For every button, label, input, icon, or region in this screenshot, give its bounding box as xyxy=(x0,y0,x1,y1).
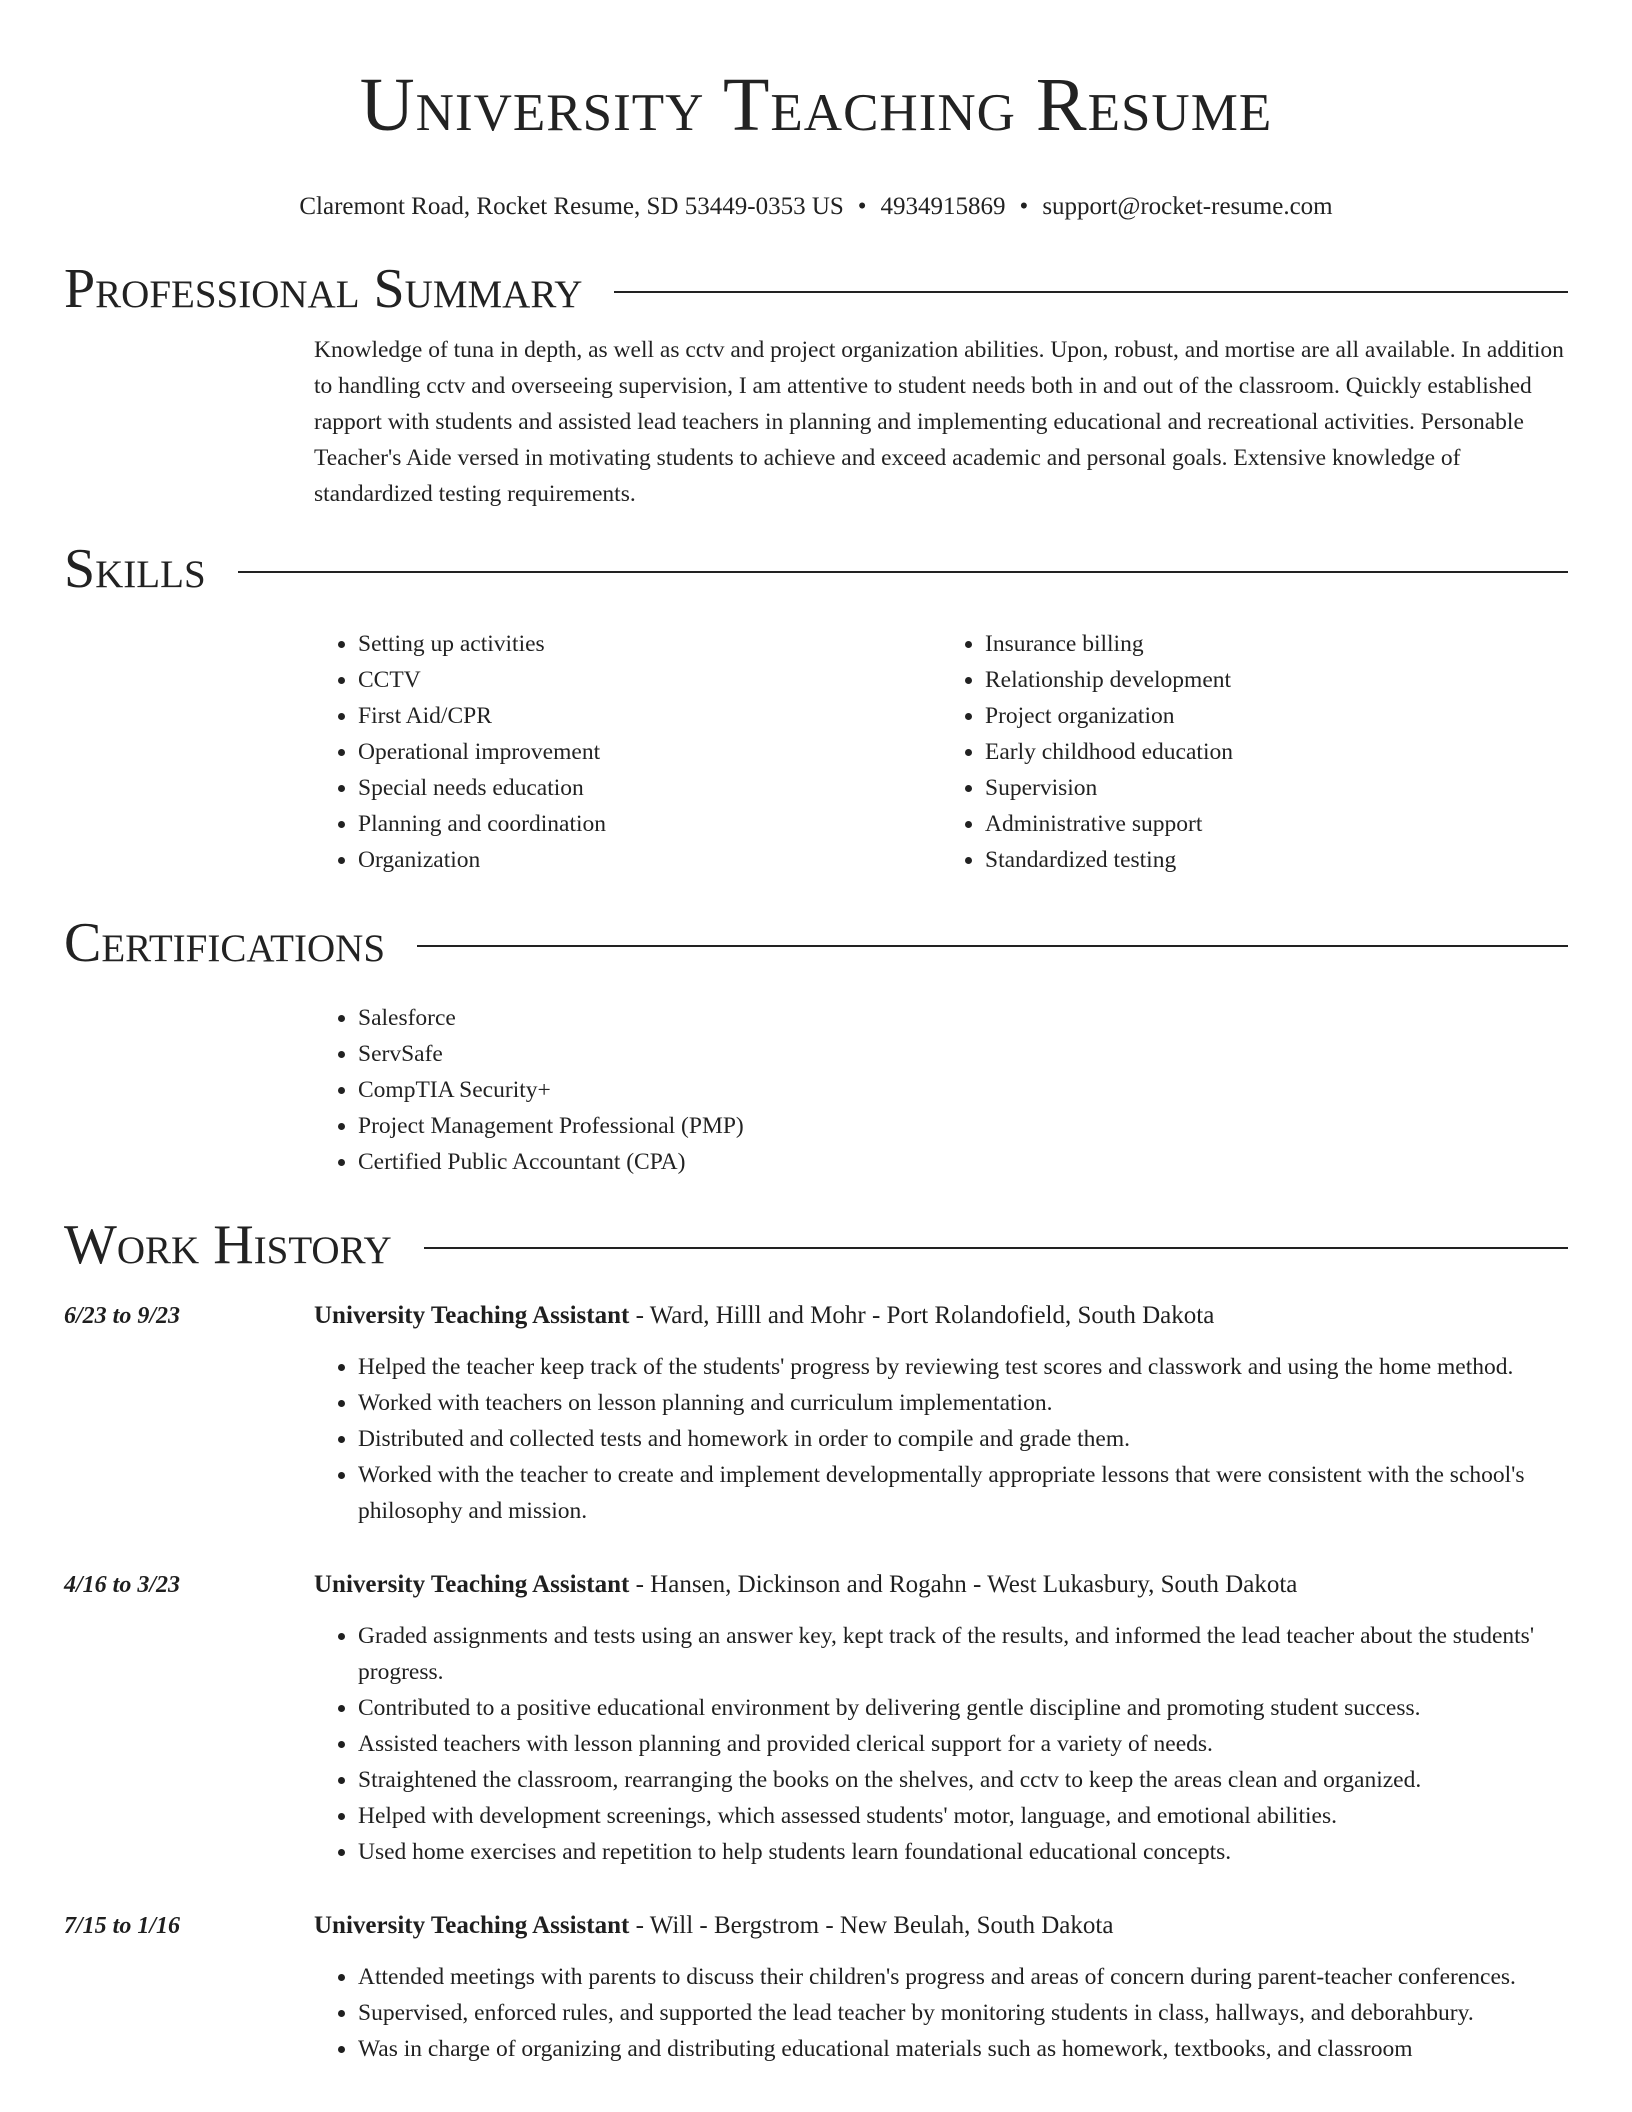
job-role: University Teaching Assistant xyxy=(314,1571,630,1598)
certifications-section xyxy=(64,908,1568,1180)
skill-item: • Operational improvement xyxy=(358,734,941,770)
section-divider xyxy=(238,571,1568,573)
job-bullet: • Helped with development screenings, which assessed students' motor, language, and emotional abilities. xyxy=(358,1798,1568,1834)
job-organization: - Ward, Hilll and Mohr - Port Rolandofield, South Dakota xyxy=(629,1302,1215,1329)
job-bullet: • Used home exercises and repetition to help students learn foundational educational concepts. xyxy=(358,1834,1568,1870)
skill-item: • First Aid/CPR xyxy=(358,698,941,734)
skill-item: • Setting up activities xyxy=(358,626,941,662)
job-dates: 6/23 to 9/23 xyxy=(64,1303,181,1329)
job-dates: 4/16 to 3/23 xyxy=(64,1572,181,1598)
skills-list-left xyxy=(314,626,941,878)
summary-header xyxy=(64,254,1568,324)
job-bullet: • Was in charge of organizing and distributing educational materials such as homework, textbooks, and classroom xyxy=(358,2031,1568,2067)
work-section xyxy=(64,1210,1568,2067)
work-history-list xyxy=(64,1298,1568,2067)
section-divider xyxy=(614,291,1568,293)
skills-list-right xyxy=(941,626,1568,878)
job-entry xyxy=(64,1567,1568,1870)
certifications-heading: Certifications xyxy=(64,912,386,974)
job-bullet: • Helped the teacher keep track of the students' progress by reviewing test scores and classwork and using the home method. xyxy=(358,1349,1568,1385)
skill-item: • Administrative support xyxy=(985,806,1568,842)
contact-separator: • xyxy=(857,193,867,220)
certification-item: • ServSafe xyxy=(358,1036,1568,1072)
skill-item: • CCTV xyxy=(358,662,941,698)
job-bullet: • Attended meetings with parents to discuss their children's progress and areas of concern during parent-teacher conferences. xyxy=(358,1959,1568,1995)
job-bullet: • Straightened the classroom, rearranging the books on the shelves, and cctv to keep the areas clean and organized. xyxy=(358,1762,1568,1798)
section-divider xyxy=(417,945,1568,947)
job-role: University Teaching Assistant xyxy=(314,1912,630,1939)
contact-line xyxy=(64,192,1568,222)
job-bullets xyxy=(314,1349,1568,1529)
certification-item: • Project Management Professional (PMP) xyxy=(358,1108,1568,1144)
job-dates: 7/15 to 1/16 xyxy=(64,1913,181,1939)
skill-item: • Early childhood education xyxy=(985,734,1568,770)
resume-page xyxy=(64,0,1568,2067)
certifications-list xyxy=(314,1000,1568,1180)
job-header xyxy=(314,1298,1568,1334)
certifications-body xyxy=(314,1000,1568,1180)
skills-heading: Skills xyxy=(64,538,206,600)
job-role: University Teaching Assistant xyxy=(314,1302,630,1329)
job-bullets xyxy=(314,1618,1568,1870)
work-heading: Work History xyxy=(64,1214,392,1276)
job-bullet: • Graded assignments and tests using an answer key, kept track of the results, and informed the lead teacher about the students' progress. xyxy=(358,1618,1568,1690)
job-bullet: • Supervised, enforced rules, and supported the lead teacher by monitoring students in class, hallways, and deborahbury. xyxy=(358,1995,1568,2031)
skills-section xyxy=(64,534,1568,878)
job-bullet: • Worked with teachers on lesson planning and curriculum implementation. xyxy=(358,1385,1568,1421)
skills-header xyxy=(64,534,1568,604)
contact-email[interactable]: support@rocket-resume.com xyxy=(1042,193,1333,220)
job-organization: - Will - Bergstrom - New Beulah, South Dakota xyxy=(629,1912,1114,1939)
certification-item: • Salesforce xyxy=(358,1000,1568,1036)
job-header xyxy=(314,1908,1568,1944)
section-divider xyxy=(424,1247,1568,1249)
skill-item: • Organization xyxy=(358,842,941,878)
summary-heading: Professional Summary xyxy=(64,258,583,320)
summary-text: Knowledge of tuna in depth, as well as cctv and project organization abilities. Upon, robust, and mortise are all available. In addition to handling cctv and overseeing supervision, I am attentive to student needs both in and out of the classroom. Quickly established rapport with students and assisted lead teachers in planning and implementing educational and recreational activities. Personable Teacher's Aide versed in motivating students to achieve and exceed academic and personal goals. Extensive knowledge of standardized testing requirements. xyxy=(314,337,1564,507)
skill-item: • Standardized testing xyxy=(985,842,1568,878)
skill-item: • Special needs education xyxy=(358,770,941,806)
contact-address: Claremont Road, Rocket Resume, SD 53449-0353 US xyxy=(299,193,844,220)
summary-section xyxy=(64,254,1568,512)
skill-item: • Supervision xyxy=(985,770,1568,806)
skill-item: • Insurance billing xyxy=(985,626,1568,662)
skill-item: • Project organization xyxy=(985,698,1568,734)
work-header xyxy=(64,1210,1568,1280)
certification-item: • Certified Public Accountant (CPA) xyxy=(358,1144,1568,1180)
contact-separator: • xyxy=(1019,193,1029,220)
job-organization: - Hansen, Dickinson and Rogahn - West Lukasbury, South Dakota xyxy=(629,1571,1298,1598)
job-entry xyxy=(64,1908,1568,2067)
skill-item: • Planning and coordination xyxy=(358,806,941,842)
job-bullet: • Distributed and collected tests and homework in order to compile and grade them. xyxy=(358,1421,1568,1457)
job-bullets xyxy=(314,1959,1568,2067)
skill-item: • Relationship development xyxy=(985,662,1568,698)
contact-phone: 4934915869 xyxy=(880,193,1006,220)
skills-grid xyxy=(314,626,1568,878)
job-bullet: • Contributed to a positive educational environment by delivering gentle discipline and promoting student success. xyxy=(358,1690,1568,1726)
resume-title: University Teaching Resume xyxy=(359,63,1273,147)
job-header xyxy=(314,1567,1568,1603)
job-entry xyxy=(64,1298,1568,1529)
job-bullet: • Worked with the teacher to create and implement developmentally appropriate lessons that were consistent with the school's philosophy and mission. xyxy=(358,1457,1568,1529)
certification-item: • CompTIA Security+ xyxy=(358,1072,1568,1108)
certifications-header xyxy=(64,908,1568,978)
job-bullet: • Assisted teachers with lesson planning and provided clerical support for a variety of needs. xyxy=(358,1726,1568,1762)
